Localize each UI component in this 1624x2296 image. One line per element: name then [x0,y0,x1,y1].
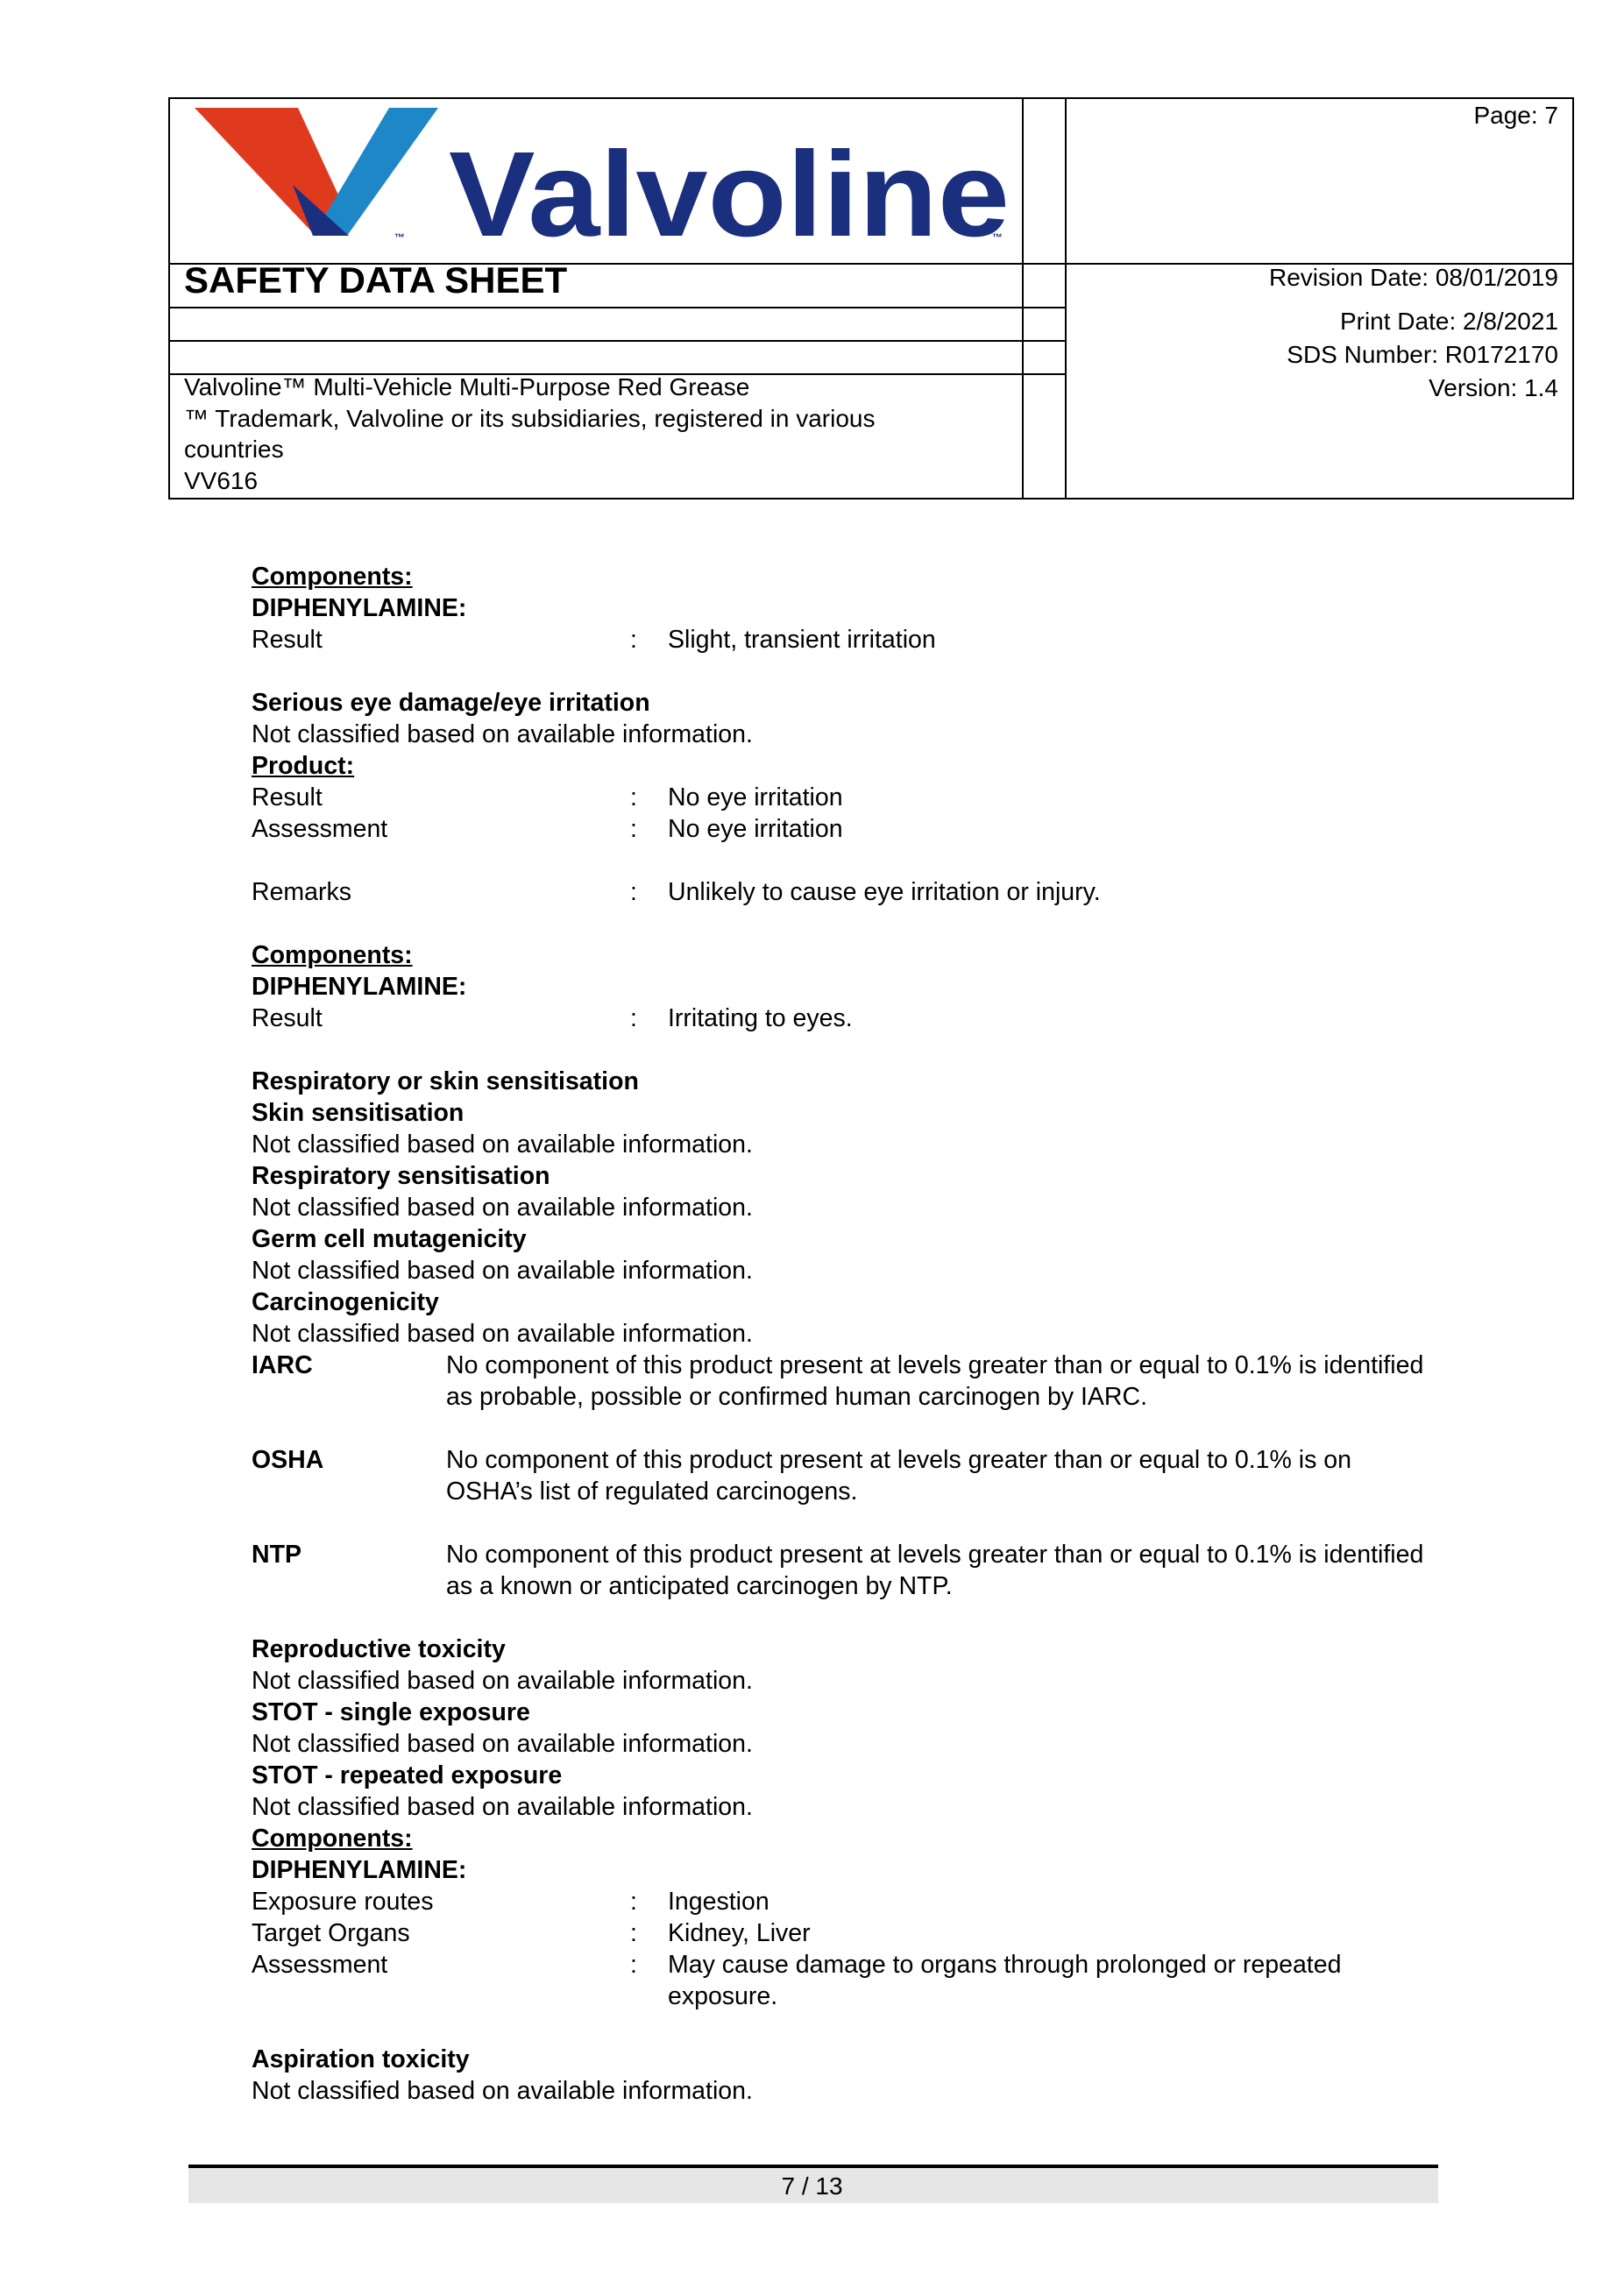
components-heading: Components: [252,941,413,969]
sds-number: SDS Number: R0172170 [1287,341,1558,368]
product-heading: Product: [252,752,355,780]
property-row [252,1003,1443,1034]
agency-statement: No component of this product present at levels greater than or equal to 0.1% is on OSHA’s list of regulated carcinogens. [446,1446,1351,1506]
section-title: Carcinogenicity [252,1288,439,1316]
subsection-title: Skin sensitisation [252,1099,465,1127]
property-label: Result [252,1004,323,1032]
section-title: Respiratory or skin sensitisation [252,1067,639,1095]
agency-name: OSHA [252,1446,324,1474]
print-date: Print Date: 2/8/2021 [1339,308,1558,335]
property-value: Ingestion [668,1888,769,1916]
trademark-notice-cont: countries [184,436,284,463]
header-divider [1022,99,1024,498]
property-row [252,1949,1443,2012]
section-title: Reproductive toxicity [252,1635,506,1663]
property-row [252,782,1443,813]
colon: : [630,878,637,906]
property-value: No eye irritation [668,815,843,843]
classification-text: Not classified based on available information. [252,1257,753,1285]
logo-wordmark: Valvoline [449,127,1010,253]
section-title: Aspiration toxicity [252,2045,470,2073]
logo-trademark: ™ [992,231,1003,244]
header-rule [170,307,1065,308]
classification-text: Not classified based on available information. [252,1194,753,1222]
property-value: No eye irritation [668,783,843,811]
property-row [252,876,1443,908]
property-row [252,813,1443,845]
colon: : [630,1919,637,1947]
classification-text: Not classified based on available information. [252,720,753,748]
subsection-title: Respiratory sensitisation [252,1162,550,1190]
classification-text: Not classified based on available information. [252,1730,753,1758]
agency-statement: No component of this product present at levels greater than or equal to 0.1% is identified as a known or anticipated carcinogen by NTP. [446,1541,1424,1600]
document-title: SAFETY DATA SHEET [184,259,568,301]
components-heading: Components: [252,563,413,591]
product-identification [184,372,990,496]
logo-blue-chevron [313,108,438,236]
classification-text: Not classified based on available information. [252,1667,753,1695]
section-title: Germ cell mutagenicity [252,1225,527,1253]
product-name: Valvoline™ Multi-Vehicle Multi-Purpose Red Grease [184,373,750,400]
document-body [252,561,1443,2107]
sds-header-table [168,97,1574,500]
product-code: VV616 [184,466,259,494]
colon: : [630,783,637,811]
section-title: STOT - single exposure [252,1698,530,1726]
valvoline-logo [195,104,1018,253]
agency-iarc [252,1350,1443,1413]
components-heading: Components: [252,1825,413,1853]
property-row [252,1886,1443,1917]
page-number: 7 / 13 [781,2172,843,2200]
property-label: Target Organs [252,1919,410,1947]
property-value: Irritating to eyes. [668,1004,853,1032]
page-label: Page: 7 [1473,102,1558,129]
classification-text: Not classified based on available information. [252,1793,753,1821]
classification-text: Not classified based on available information. [252,1130,753,1159]
property-value: May cause damage to organs through prolonged or repeated exposure. [668,1951,1342,2010]
colon: : [630,1951,637,1979]
header-rule [170,340,1065,342]
trademark-notice: ™ Trademark, Valvoline or its subsidiaries, registered in various [184,404,876,432]
property-label: Assessment [252,815,388,843]
classification-text: Not classified based on available information. [252,2077,753,2105]
substance-name: DIPHENYLAMINE: [252,594,467,622]
agency-name: NTP [252,1541,301,1569]
property-label: Result [252,783,323,811]
colon: : [630,626,637,654]
property-label: Result [252,626,323,654]
header-divider [1065,99,1067,498]
revision-date: Revision Date: 08/01/2019 [1269,264,1558,291]
agency-name: IARC [252,1351,313,1379]
section-title: Serious eye damage/eye irritation [252,689,650,717]
logo-trademark: ™ [394,231,405,244]
substance-name: DIPHENYLAMINE: [252,973,467,1001]
section-title: STOT - repeated exposure [252,1761,563,1789]
version: Version: 1.4 [1429,374,1558,401]
classification-text: Not classified based on available information. [252,1320,753,1348]
property-value: Slight, transient irritation [668,626,936,654]
agency-osha [252,1444,1443,1507]
property-label: Remarks [252,878,352,906]
property-row [252,1917,1443,1949]
property-value: Unlikely to cause eye irritation or injury. [668,878,1101,906]
agency-ntp [252,1539,1443,1602]
substance-name: DIPHENYLAMINE: [252,1856,467,1884]
property-value: Kidney, Liver [668,1919,811,1947]
agency-statement: No component of this product present at levels greater than or equal to 0.1% is identified as probable, possible or confirmed human carcinogen by IARC. [446,1351,1424,1411]
property-label: Assessment [252,1951,388,1979]
colon: : [630,1888,637,1916]
colon: : [630,815,637,843]
property-row [252,624,1443,655]
colon: : [630,1004,637,1032]
property-label: Exposure routes [252,1888,434,1916]
